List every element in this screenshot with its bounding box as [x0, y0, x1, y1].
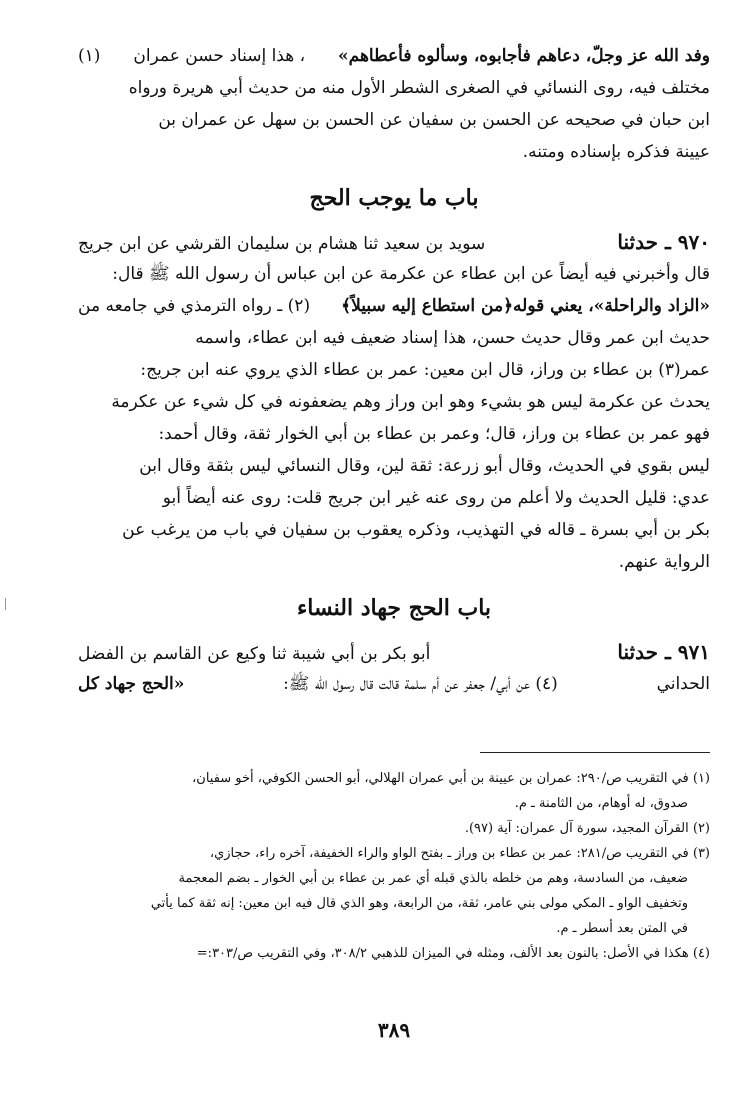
- text-line: [78, 450, 710, 482]
- text-line: [78, 418, 710, 450]
- chapter-heading-hajj-obligation: باب ما يوجب الحج: [309, 185, 479, 211]
- text-segment: (٢) ـ رواه الترمذي في جامعه من: [78, 296, 311, 316]
- margin-mark: [5, 598, 6, 610]
- book-page: [78, 40, 710, 1070]
- text-line: [78, 136, 710, 168]
- page-number: ٣٨٩: [377, 1018, 411, 1042]
- text-segment: عيينة فذكره بإسناده ومتنه.: [522, 142, 710, 162]
- text-line: [78, 290, 710, 322]
- hadith-number: ٩٧١ ـ حدثنا: [617, 640, 710, 664]
- footnote-line: (٤) هكذا في الأصل: بالنون بعد الألف، ومثله في الميزان للذهبي ٣٠٨/٢، وفي التقريب ص/٣٠٣:=: [196, 946, 710, 961]
- text-line: [78, 482, 710, 514]
- text-segment: ليس بقوي في الحديث، وقال أبو زرعة: ثقة لين، وقال النسائي ليس بثقة وقال ابن: [139, 456, 710, 476]
- footnote-line: صدوق، له أوهام، من الثامنة ـ م.: [514, 796, 688, 811]
- text-segment: (٤) عن أبي/ جعفر عن أم سلمة قالت قال رسول الله ﷺ:: [283, 674, 558, 694]
- bold-text-segment: «الزاد والراحلة»، يعني قوله﴿من استطاع إليه سبيلاً﴾: [341, 296, 710, 316]
- text-segment: عدي: قليل الحديث ولا أعلم من روى عنه غير ابن جريج قلت: روى عنه أيضاً أبو: [162, 488, 710, 508]
- text-segment: أبو بكر بن أبي شيبة ثنا وكيع عن القاسم بن الفضل: [78, 644, 431, 664]
- text-segment: سويد بن سعيد ثنا هشام بن سليمان القرشي عن ابن جريج: [78, 234, 486, 254]
- text-segment: بكر بن أبي بسرة ـ قاله في التهذيب، وذكره يعقوب بن سفيان في باب من يرغب عن: [122, 520, 710, 540]
- text-line: [78, 546, 710, 578]
- footnote-line: وتخفيف الواو ـ المكي مولى بني عامر، ثقة، من الرابعة، وهو الذي قال فيه ابن معين: إنه ثقة كما يأتي: [150, 896, 688, 911]
- hadith-970: [78, 226, 710, 578]
- footnotes: [78, 766, 710, 966]
- text-line: [78, 258, 710, 290]
- text-segment: الرواية عنهم.: [618, 552, 710, 572]
- bold-text-segment: وفد الله عز وجلّ، دعاهم فأجابوه، وسألوه فأعطاهم»: [338, 46, 710, 66]
- hadith-number: ٩٧٠ ـ حدثنا: [617, 230, 710, 254]
- text-segment: (١): [78, 46, 101, 66]
- footnote-line: في المتن بعد أسطر ـ م.: [556, 921, 688, 936]
- intro-paragraph: [78, 40, 710, 168]
- hadith-971: [78, 636, 710, 700]
- text-segment: الحداني: [656, 674, 710, 694]
- text-segment: قال وأخبرني فيه أيضاً عن ابن عطاء عن عكرمة عن ابن عباس أن رسول الله ﷺ قال:: [112, 264, 710, 284]
- text-line: [78, 104, 710, 136]
- text-line: [78, 354, 710, 386]
- footnote-line: (٢) القرآن المجيد، سورة آل عمران: آية (٩٧).: [464, 821, 710, 836]
- footnote-divider: [480, 752, 710, 753]
- text-line: [78, 668, 710, 700]
- text-segment: فهو عمر بن عطاء بن وراز، قال؛ وعمر بن عطاء بن أبي الخوار ثقة، وقال أحمد:: [158, 424, 710, 444]
- footnote-line: (١) في التقريب ص/٢٩٠: عمران بن عيينة بن أبي عمران الهلالي، أبو الحسن الكوفي، أخو سفيان،: [192, 771, 710, 786]
- text-line: [78, 386, 710, 418]
- text-line: [78, 226, 710, 258]
- footnote-line: (٣) في التقريب ص/٢٨١: عمر بن عطاء بن وراز ـ بفتح الواو والراء الخفيفة، آخره راء، حجازي،: [209, 846, 710, 861]
- text-line: [78, 322, 710, 354]
- footnote-line: ضعيف، من السادسة، وهم من خلطه بالذي قبله أي عمر بن عطاء بن أبي الخوار ـ بضم المعجمة: [178, 871, 688, 886]
- text-segment: يحدث عن عكرمة ليس هو بشيء وهو ابن وراز وهم يضعفونه في كل شيء عن عكرمة: [111, 392, 710, 412]
- text-segment: عمر(٣) بن عطاء بن وراز، قال ابن معين: عمر بن عطاء الذي يروي عنه ابن جريج:: [140, 360, 710, 380]
- text-line: [78, 40, 710, 72]
- text-segment: ، هذا إسناد حسن عمران: [133, 46, 306, 66]
- text-segment: حديث ابن عمر وقال حديث حسن، هذا إسناد ضعيف فيه ابن عطاء، واسمه: [195, 328, 710, 348]
- chapter-heading-hajj-women-jihad: باب الحج جهاد النساء: [296, 595, 492, 621]
- text-line: [78, 514, 710, 546]
- text-line: [78, 636, 710, 668]
- text-segment: ابن حبان في صحيحه عن الحسن بن سفيان عن الحسن بن سهل عن عمران بن: [158, 110, 710, 130]
- bold-text-segment: «الحج جهاد كل: [78, 674, 185, 694]
- text-segment: مختلف فيه، روى النسائي في الصغرى الشطر الأول منه من حديث أبي هريرة ورواه: [128, 78, 710, 98]
- text-line: [78, 72, 710, 104]
